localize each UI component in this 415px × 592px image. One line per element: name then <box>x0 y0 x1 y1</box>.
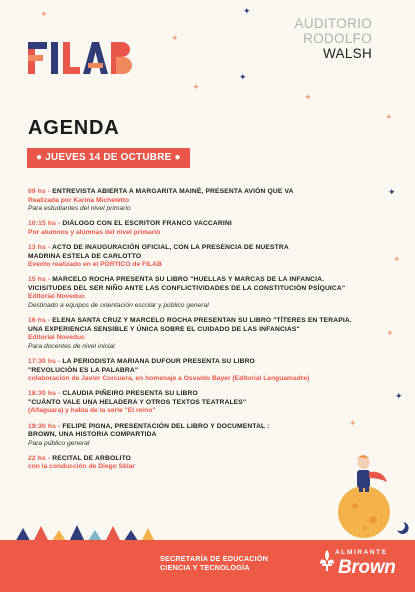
event-heading <box>28 317 380 326</box>
event-heading <box>28 326 380 335</box>
event-heading <box>28 367 380 376</box>
star-icon: ✦ <box>171 34 179 44</box>
agenda-item <box>28 276 380 310</box>
event-time: 18:30 hs - <box>28 390 61 398</box>
footer-band <box>0 540 415 592</box>
event-title: ENTREVISTA ABIERTA A MARGARITA MAINÉ, PRESENTA AVIÓN QUE VA <box>52 188 294 195</box>
event-heading <box>28 285 380 294</box>
event-list <box>28 188 380 479</box>
star-icon: ✦ <box>386 329 394 339</box>
event-title: MADRINA ESTELA DE CARLOTTO <box>28 252 142 260</box>
brand-small-text: ALMIRANTE <box>335 549 388 556</box>
venue-line: AUDITORIO <box>294 16 372 31</box>
event-audience: Para docentes de nivel inicial <box>28 342 115 350</box>
event-heading <box>28 358 380 367</box>
event-heading <box>28 423 380 432</box>
event-detail: colaboración de Javier Corcuera, en homenaje a Osvaldo Bayer (Editorial Lenguamadre) <box>28 375 310 383</box>
event-heading <box>28 276 380 285</box>
agenda-item <box>28 390 380 416</box>
department-line: CIENCIA Y TECNOLOGÍA <box>160 563 250 572</box>
event-audience: Destinado a equipos de orientación escolar y público general <box>28 302 209 310</box>
event-title: CLAUDIA PIÑEIRO PRESENTA SU LIBRO <box>62 390 198 398</box>
star-icon: ✦ <box>388 188 396 198</box>
event-detail: Evento realizado en el PÓRTICO de FILAB <box>28 261 162 269</box>
filab-logo <box>28 40 132 76</box>
brand-wordmark: Brown <box>338 557 396 578</box>
date-badge <box>27 148 190 168</box>
event-audience: Para estudiantes del nivel primario <box>28 205 131 213</box>
event-detail: Realizada por Karina Micheletto <box>28 196 130 204</box>
star-icon: ✦ <box>243 7 251 17</box>
event-title: ACTO DE INAUGURACIÓN OFICIAL, CON LA PRESENCIA DE NUESTRA <box>52 243 289 251</box>
event-time: 22 hs - <box>28 454 51 462</box>
department-label <box>160 554 268 572</box>
event-time: 13 hs - <box>28 243 51 251</box>
event-time: 15 hs - <box>28 276 51 284</box>
event-audience: Para público general <box>28 439 90 447</box>
little-prince-illustration <box>317 436 409 540</box>
event-detail: Editorial Noveduc <box>28 293 85 301</box>
star-icon: ✦ <box>304 93 312 103</box>
department-line: SECRETARÍA DE EDUCACIÓN <box>160 554 269 563</box>
date-label: JUEVES 14 DE OCTUBRE <box>45 152 172 163</box>
event-title: MARCELO ROCHA PRESENTA SU LIBRO "HUELLAS Y MARCAS DE LA INFANCIA. <box>52 276 325 284</box>
event-detail: (Alfaguara) y habla de la serie "El reino" <box>28 407 156 415</box>
event-detail: Por alumnos y alumnas del nivel primario <box>28 228 161 236</box>
event-heading <box>28 390 380 399</box>
star-icon: ✦ <box>385 113 393 123</box>
event-time: 19:30 hs - <box>28 422 61 430</box>
event-time: 10:15 hs - <box>28 220 61 228</box>
event-heading <box>28 244 380 253</box>
bullet-icon: ● <box>174 152 181 163</box>
event-title: BROWN, UNA HISTORIA COMPARTIDA <box>28 431 157 439</box>
event-heading <box>28 220 380 229</box>
event-detail: Editorial Noveduc <box>28 334 85 342</box>
star-icon: ✦ <box>395 392 403 402</box>
venue-line: WALSH <box>322 46 372 61</box>
agenda-item <box>28 317 380 351</box>
venue-line: RODOLFO <box>303 31 372 46</box>
event-title: RECITAL DE ARBOLITO <box>52 454 132 462</box>
star-icon: ✦ <box>239 73 247 83</box>
page-title: AGENDA <box>28 117 120 139</box>
venue-label <box>272 16 372 62</box>
event-title: ELENA SANTA CRUZ Y MARCELO ROCHA PRESENTAN SU LIBRO "TÍTERES EN TERAPIA. <box>52 317 352 325</box>
agenda-item <box>28 220 380 237</box>
event-time: 17:30 hs - <box>28 358 61 365</box>
agenda-item <box>28 188 380 214</box>
agenda-item <box>28 244 380 270</box>
event-title: LA PERIODISTA MARIANA DUFOUR PRESENTA SU LIBRO <box>62 358 255 365</box>
star-icon: ✦ <box>40 10 48 20</box>
event-title: VICISITUDES DEL SER NIÑO ANTE LAS CONFLICTIVIDADES DE LA CONSTITUCIÓN PSÍQUICA" <box>28 284 346 292</box>
star-icon: ✦ <box>349 419 357 429</box>
event-time: 09 hs - <box>28 188 51 195</box>
star-icon: ✦ <box>393 255 401 265</box>
event-detail: con la conducción de Diego Sklar <box>28 463 136 471</box>
event-heading <box>28 253 380 262</box>
event-title: "CUÁNTO VALE UNA HELADERA Y OTROS TEXTOS TEATRALES" <box>28 398 247 406</box>
bullet-icon: ● <box>36 152 43 163</box>
fleur-de-lis-icon <box>319 549 335 573</box>
event-title: UNA EXPERIENCIA SENSIBLE Y ÚNICA SOBRE EL CUIDADO DE LAS INFANCIAS" <box>28 325 300 333</box>
event-time: 16 hs - <box>28 317 51 325</box>
agenda-item <box>28 358 380 384</box>
event-title: "REVOLUCIÓN ES LA PALABRA" <box>28 366 139 374</box>
event-title: DIÁLOGO CON EL ESCRITOR FRANCO VACCARINI <box>62 220 232 228</box>
star-icon: ✦ <box>192 83 200 93</box>
event-title: FELIPE PIGNA, PRESENTACIÓN DEL LIBRO Y DOCUMENTAL : <box>62 422 270 430</box>
event-heading <box>28 188 380 197</box>
event-heading <box>28 399 380 408</box>
